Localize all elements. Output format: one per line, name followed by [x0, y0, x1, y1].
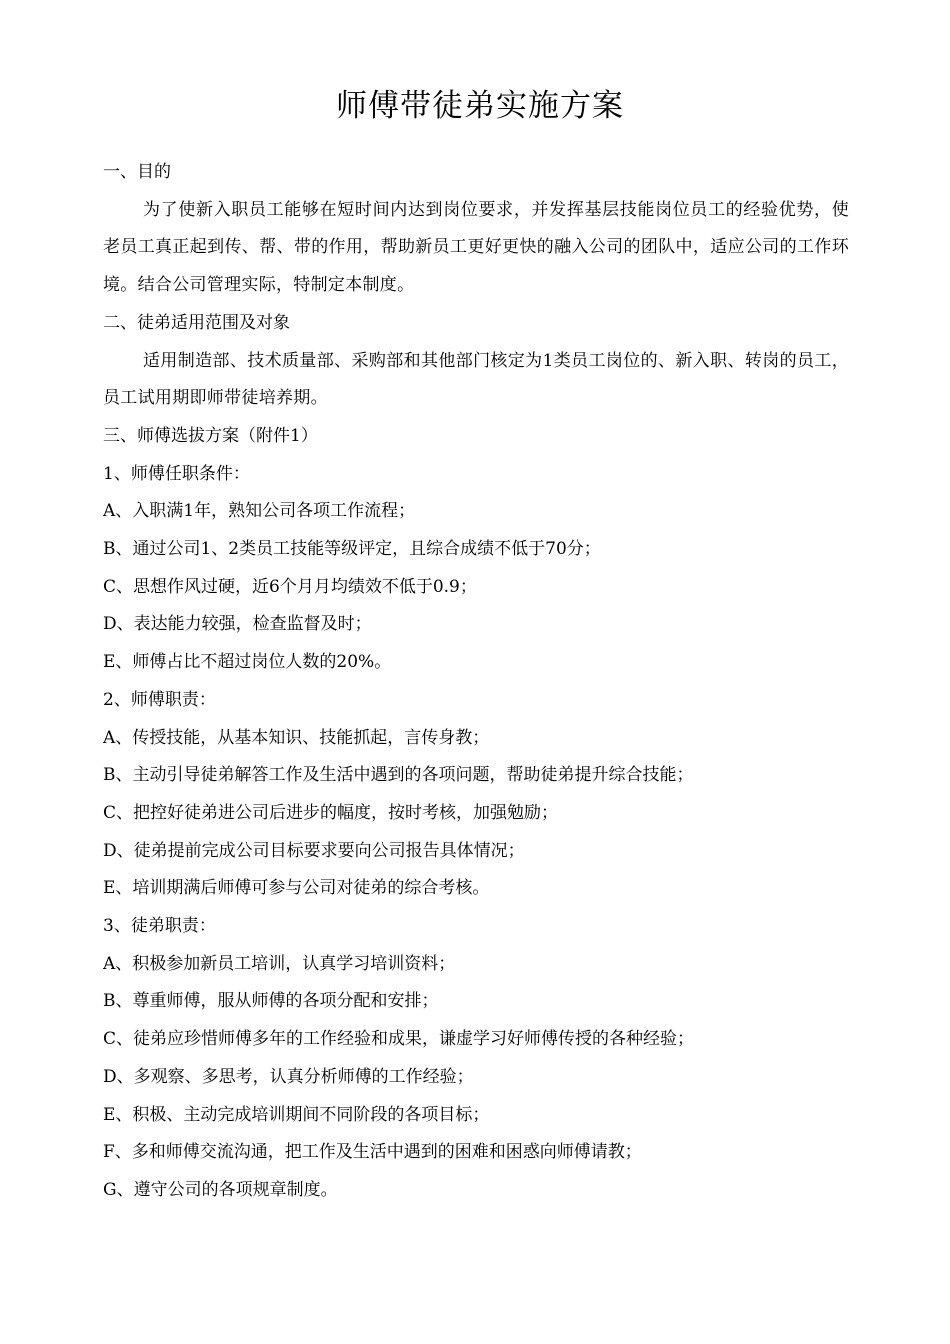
list-item: C、思想作风过硬，近6个月月均绩效不低于0.9； [103, 576, 477, 597]
purpose-paragraph: 为了使新入职员工能够在短时间内达到岗位要求，并发挥基层技能岗位员工的经验优势，使老员工真正起到传、帮、带的作用，帮助新员工更好更快的融入公司的团队中，适应公司的工作环境。结合公司管理实际，特制定本制度。 [103, 199, 849, 296]
scope-paragraph: 适用制造部、技术质量部、采购部和其他部门核定为1类员工岗位的、新入职、转岗的员工，员工试用期即师带徒培养期。 [103, 350, 849, 409]
list-item: C、徒弟应珍惜师傅多年的工作经验和成果，谦虚学习好师傅传授的各种经验； [103, 1029, 695, 1050]
section-heading-master-selection: 三、师傅选拔方案（附件1） [103, 425, 318, 446]
subsection-heading-master-duties: 2、师傅职责： [103, 689, 216, 710]
document-title: 师傅带徒弟实施方案 [336, 88, 624, 124]
list-item: B、尊重师傅，服从师傅的各项分配和安排； [103, 991, 439, 1012]
list-item: E、积极、主动完成培训期间不同阶段的各项目标； [103, 1104, 490, 1125]
document-body [103, 154, 849, 1210]
list-item: D、徒弟提前完成公司目标要求要向公司报告具体情况； [103, 840, 525, 861]
list-item: A、入职满1年，熟知公司各项工作流程； [103, 501, 416, 522]
list-item: B、主动引导徒弟解答工作及生活中遇到的各项问题，帮助徒弟提升综合技能； [103, 765, 694, 786]
section-heading-purpose: 一、目的 [103, 162, 171, 182]
list-item: B、通过公司1、2类员工技能等级评定，且综合成绩不低于70分； [103, 539, 601, 560]
list-item: D、多观察、多思考，认真分析师傅的工作经验； [103, 1066, 474, 1087]
section-heading-scope: 二、徒弟适用范围及对象 [103, 312, 290, 333]
list-item: D、表达能力较强，检查监督及时； [103, 614, 372, 635]
subsection-heading-master-qualifications: 1、师傅任职条件： [103, 463, 250, 484]
list-item: E、培训期满后师傅可参与公司对徒弟的综合考核。 [103, 878, 490, 899]
list-item: A、传授技能，从基本知识、技能抓起，言传身教； [103, 727, 490, 748]
list-item: E、师傅占比不超过岗位人数的20%。 [103, 652, 392, 673]
list-item: G、遵守公司的各项规章制度。 [103, 1179, 338, 1200]
list-item: F、多和师傅交流沟通，把工作及生活中遇到的困难和困惑向师傅请教； [103, 1142, 642, 1163]
list-item: A、积极参加新员工培训，认真学习培训资料； [103, 953, 456, 974]
list-item: C、把控好徒弟进公司后进步的幅度，按时考核，加强勉励； [103, 802, 559, 823]
subsection-heading-apprentice-duties: 3、徒弟职责： [103, 916, 216, 937]
